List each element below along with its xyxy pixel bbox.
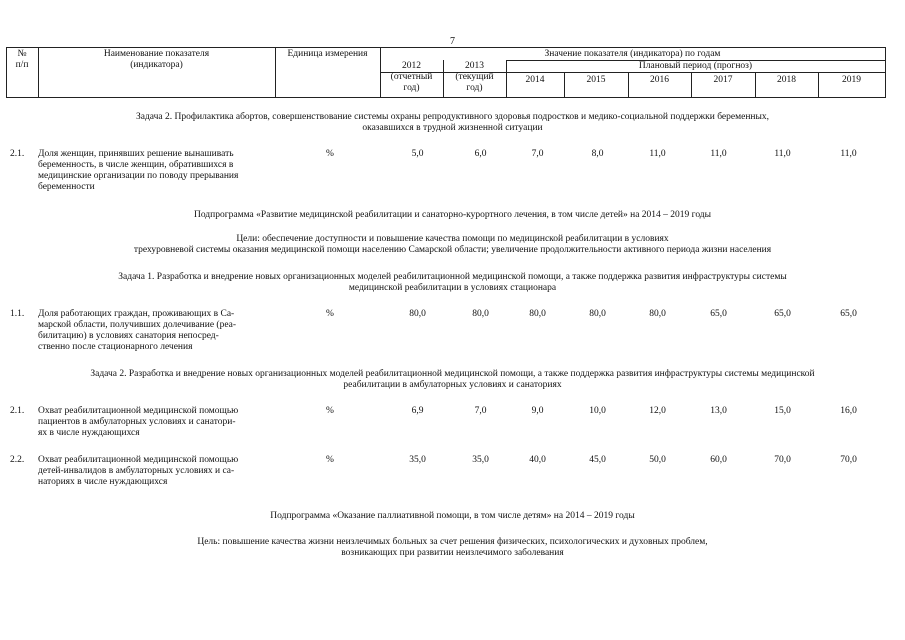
row-value: 8,0 xyxy=(591,149,604,159)
header-year-2015: 2015 xyxy=(586,75,606,85)
row-value: 11,0 xyxy=(649,149,666,159)
row-value: 10,0 xyxy=(589,406,606,416)
header-year-2018: 2018 xyxy=(777,75,796,85)
row-value: 7,0 xyxy=(474,406,487,416)
row-value: 12,0 xyxy=(649,406,666,416)
task-heading: Задача 2. Профилактика абортов, совершенствование системы охраны репродуктивного здоровья подростков и медико-социальной поддержки беременных, оказавшихся в трудной жизненной ситуации xyxy=(136,112,769,133)
header-year-2019: 2019 xyxy=(842,75,861,85)
row-name: Охват реабилитационной медицинской помощью пациентов в амбулаторных условиях и санатори- ях в числе нуждающихся xyxy=(38,406,239,438)
row-number: 2.2. xyxy=(10,455,25,465)
row-value: 5,0 xyxy=(411,149,424,159)
header-values: Значение показателя (индикатора) по годам xyxy=(544,49,721,59)
row-value: 60,0 xyxy=(710,455,727,465)
row-name: Доля женщин, принявших решение вынашивать беременность, в числе женщин, обратившихся в медицинские организации по поводу прерывания беременности xyxy=(38,149,239,192)
row-value: 11,0 xyxy=(710,149,727,159)
row-value: 35,0 xyxy=(472,455,489,465)
row-value: 11,0 xyxy=(774,149,791,159)
row-value: 6,0 xyxy=(474,149,487,159)
row-unit: % xyxy=(326,455,334,465)
row-value: 9,0 xyxy=(531,406,544,416)
header-year-2012: 2012 (отчетный год) xyxy=(390,61,433,93)
header-year-2016: 2016 xyxy=(650,75,669,85)
header-top-border xyxy=(6,47,886,48)
row-value: 7,0 xyxy=(531,149,544,159)
header-name: Наименование показателя (индикатора) xyxy=(103,49,210,70)
row-value: 16,0 xyxy=(840,406,857,416)
header-planned: Плановый период (прогноз) xyxy=(638,61,753,71)
goal-text: Цель: повышение качества жизни неизлечимых больных за счет решения физических, психологических и духовных проблем, возникающих при развитии неизлечимого заболевания xyxy=(197,537,708,558)
row-number: 2.1. xyxy=(10,406,25,416)
row-unit: % xyxy=(326,149,334,159)
task-heading: Задача 2. Разработка и внедрение новых организационных моделей реабилитационной медицинской помощи, а также поддержка развития инфраструктуры системы медицинской реабилитации в амбулаторных условиях и санаториях xyxy=(90,369,815,390)
row-value: 45,0 xyxy=(589,455,606,465)
task-heading: Задача 1. Разработка и внедрение новых организационных моделей реабилитационной медицинской помощи, а также поддержка развития инфраструктуры системы медицинской реабилитации в условиях стационара xyxy=(118,272,787,293)
header-year-2013: 2013 (текущий год) xyxy=(455,61,494,93)
row-value: 6,9 xyxy=(411,406,424,416)
row-value: 70,0 xyxy=(840,455,857,465)
row-number: 1.1. xyxy=(10,309,25,319)
row-unit: % xyxy=(326,309,334,319)
row-value: 65,0 xyxy=(774,309,791,319)
page-number: 7 xyxy=(450,36,455,47)
row-value: 65,0 xyxy=(840,309,857,319)
header-unit: Единица измерения xyxy=(287,49,368,59)
row-value: 13,0 xyxy=(710,406,727,416)
row-name: Охват реабилитационной медицинской помощью детей-инвалидов в амбулаторных условиях и са- наториях в числе нуждающихся xyxy=(38,455,239,487)
row-value: 15,0 xyxy=(774,406,791,416)
row-value: 80,0 xyxy=(472,309,489,319)
header-vline-11 xyxy=(885,47,886,98)
row-value: 40,0 xyxy=(529,455,546,465)
goal-text: Цели: обеспечение доступности и повышение качества помощи по медицинской реабилитации в условиях трехуровневой системы оказания медицинской помощи населению Самарской области; увеличение продолжительности активного периода жизни населения xyxy=(133,234,772,255)
row-value: 80,0 xyxy=(529,309,546,319)
row-value: 11,0 xyxy=(840,149,857,159)
header-year-2017: 2017 xyxy=(713,75,733,85)
row-name: Доля работающих граждан, проживающих в Са- марской области, получивших долечивание (реа- билитацию) в условиях санатория непосред- ственно после стационарного лечения xyxy=(38,309,237,352)
row-value: 80,0 xyxy=(589,309,606,319)
subprogram-heading: Подпрограмма «Оказание паллиативной помощи, в том числе детям» на 2014 – 2019 годы xyxy=(270,511,635,521)
row-value: 80,0 xyxy=(409,309,426,319)
row-value: 70,0 xyxy=(774,455,791,465)
row-number: 2.1. xyxy=(10,149,25,159)
subprogram-heading: Подпрограмма «Развитие медицинской реабилитации и санаторно-курортного лечения, в том числе детей» на 2014 – 2019 годы xyxy=(193,210,712,220)
row-value: 80,0 xyxy=(649,309,666,319)
row-unit: % xyxy=(326,406,334,416)
row-value: 35,0 xyxy=(409,455,426,465)
header-bottom-border xyxy=(6,97,886,98)
header-year-2014: 2014 xyxy=(525,75,545,85)
header-num: № п/п xyxy=(15,49,29,70)
row-value: 50,0 xyxy=(649,455,666,465)
row-value: 65,0 xyxy=(710,309,727,319)
